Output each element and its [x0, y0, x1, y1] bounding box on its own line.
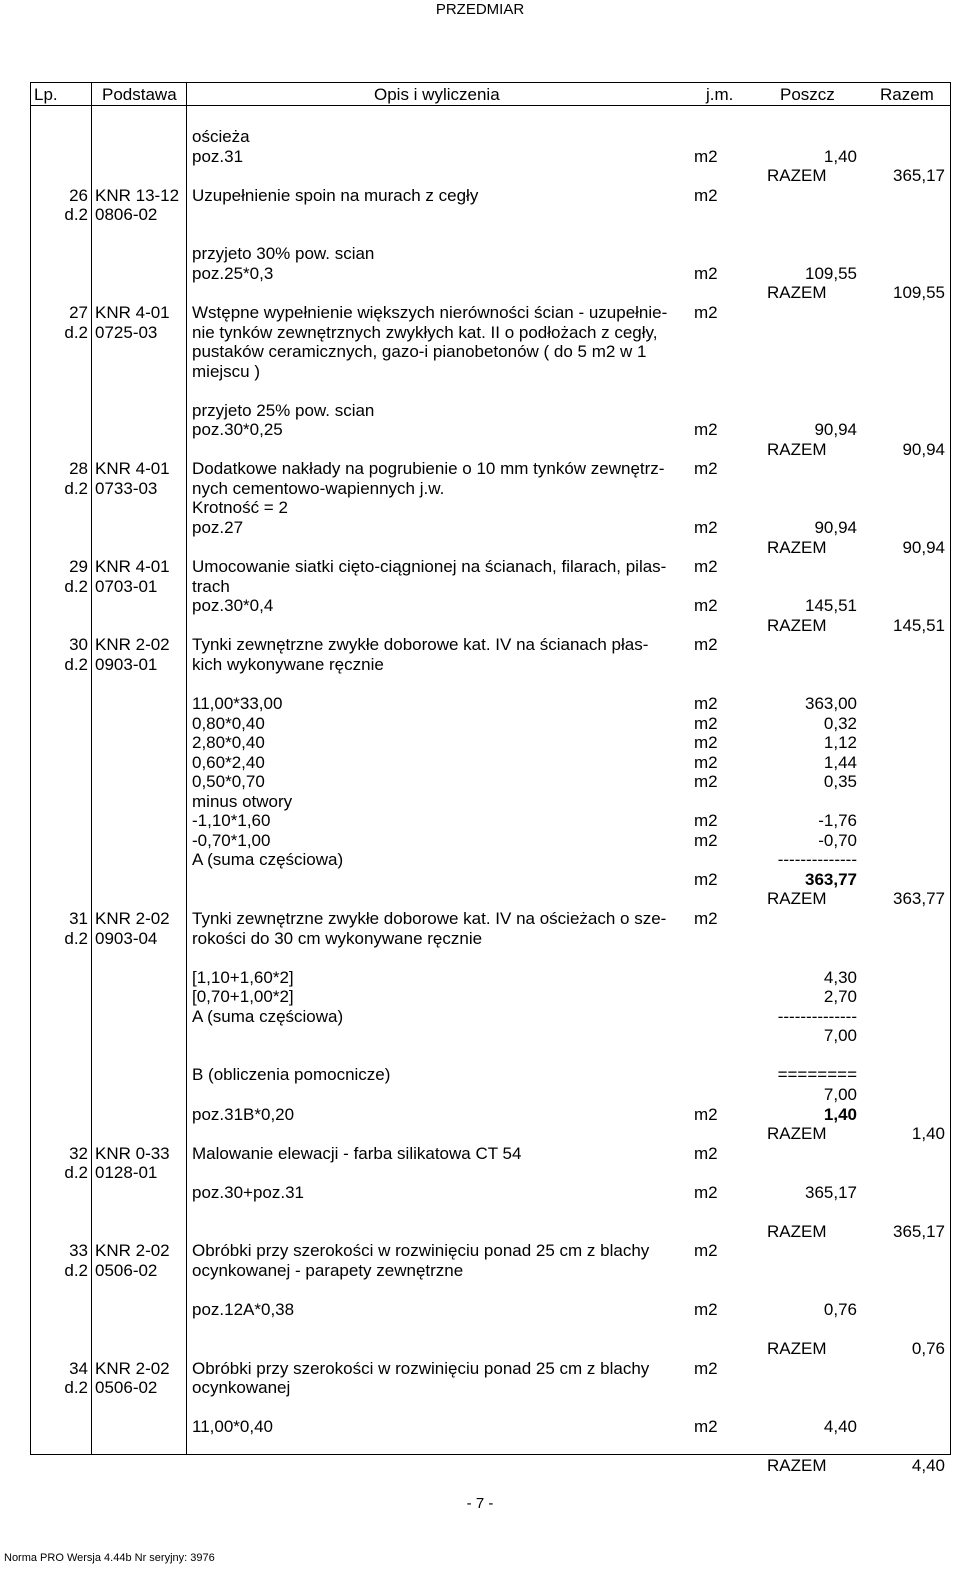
row-poszcz-value: 4,40 [823, 1417, 857, 1437]
row-unit: m2 [694, 302, 718, 322]
row-lp: d.2 [64, 576, 88, 596]
row-poszcz-value: 365,17 [805, 1182, 857, 1202]
row-podstawa: 0806-02 [95, 205, 158, 225]
row-lp: d.2 [64, 478, 88, 498]
row-description: -1,10*1,60 [192, 811, 271, 831]
razem-label: RAZEM [767, 166, 827, 186]
row-description: 11,00*0,40 [192, 1417, 273, 1437]
column-line-podstawa [186, 82, 187, 1455]
razem-label: RAZEM [767, 537, 827, 557]
row-description: Uzupełnienie spoin na murach z cegły [192, 185, 479, 205]
page-title: PRZEDMIAR [435, 1, 525, 18]
row-razem-value: 363,77 [893, 889, 945, 909]
row-poszcz-value: 109,55 [805, 263, 857, 283]
row-description: Wstępne wypełnienie większych nierówności ścian - uzupełnie- [192, 302, 668, 322]
column-line-lp [91, 82, 92, 1455]
row-description: poz.30+poz.31 [192, 1182, 305, 1202]
row-description: 0,80*0,40 [192, 713, 265, 733]
row-description: Obróbki przy szerokości w rozwinięciu ponad 25 cm z blachy [192, 1241, 650, 1261]
row-description: Tynki zewnętrzne zwykłe doborowe kat. IV na ościeżach o sze- [192, 909, 667, 928]
row-description: Dodatkowe nakłady na pogrubienie o 10 mm tynków zewnętrz- [192, 459, 665, 479]
row-unit: m2 [694, 830, 718, 850]
row-podstawa: 0725-03 [95, 322, 158, 342]
row-podstawa: KNR 0-33 [95, 1143, 170, 1163]
row-lp: 31 [69, 909, 88, 928]
row-podstawa: 0506-02 [95, 1260, 158, 1280]
row-description: poz.30*0,4 [192, 596, 274, 616]
row-lp: d.2 [64, 654, 88, 674]
row-description: -0,70*1,00 [192, 830, 271, 850]
row-unit: m2 [694, 1104, 718, 1124]
row-podstawa: 0903-04 [95, 928, 158, 948]
row-description: ościeża [192, 127, 250, 146]
header-poszcz: Poszcz [780, 85, 835, 104]
row-poszcz-value: 363,00 [805, 693, 857, 713]
row-description: Tynki zewnętrzne zwykłe doborowe kat. IV na ścianach płas- [192, 635, 649, 655]
row-podstawa: 0703-01 [95, 576, 158, 596]
row-razem-value: 1,40 [911, 1124, 945, 1144]
header-lp: Lp. [34, 85, 58, 104]
row-unit: m2 [694, 146, 718, 166]
row-poszcz-value: 4,30 [823, 967, 857, 987]
row-poszcz-value: 1,40 [823, 146, 857, 166]
row-poszcz-value: 1,12 [823, 733, 857, 753]
row-description: trach [192, 576, 230, 596]
row-description: Malowanie elewacji - farba silikatowa CT 54 [192, 1143, 522, 1163]
row-unit: m2 [694, 263, 718, 283]
row-unit: m2 [694, 1300, 718, 1319]
row-podstawa: KNR 2-02 [95, 909, 170, 928]
razem-label: RAZEM [767, 1221, 827, 1241]
row-podstawa: KNR 4-01 [95, 459, 170, 479]
row-razem-value: 4,40 [911, 1456, 945, 1476]
row-lp: 27 [69, 302, 88, 322]
row-podstawa: KNR 2-02 [95, 1358, 170, 1378]
row-description: B (obliczenia pomocnicze) [192, 1065, 391, 1085]
row-podstawa: KNR 4-01 [95, 557, 170, 577]
razem-label: RAZEM [767, 615, 827, 635]
row-lp: 30 [69, 635, 88, 655]
header-podstawa: Podstawa [102, 85, 177, 104]
row-lp: d.2 [64, 1260, 88, 1280]
razem-label: RAZEM [767, 1456, 827, 1476]
row-unit: m2 [694, 557, 718, 577]
row-description: pustaków ceramicznych, gazo-i pianobetonów ( do 5 m2 w 1 [192, 342, 647, 362]
row-poszcz-value: 0,76 [823, 1300, 857, 1319]
row-description: 11,00*33,00 [192, 693, 283, 713]
row-description: poz.25*0,3 [192, 263, 274, 283]
row-unit: m2 [694, 635, 718, 655]
row-lp: 26 [69, 185, 88, 205]
row-description: nych cementowo-wapiennych j.w. [192, 478, 445, 498]
row-poszcz-value: 1,40 [823, 1104, 857, 1124]
row-unit: m2 [694, 596, 718, 616]
row-description: miejscu ) [192, 361, 261, 381]
row-razem-value: 90,94 [902, 537, 945, 557]
table-bottom-border [30, 1454, 951, 1455]
row-poszcz-value: 363,77 [805, 869, 857, 889]
row-unit: m2 [694, 772, 718, 792]
row-podstawa: 0733-03 [95, 478, 158, 498]
row-poszcz-value: 2,70 [823, 987, 857, 1007]
row-unit: m2 [694, 1143, 718, 1163]
row-unit: m2 [694, 733, 718, 753]
page-number: - 7 - [466, 1495, 494, 1512]
row-lp: 33 [69, 1241, 88, 1261]
row-razem-value: 145,51 [893, 615, 945, 635]
row-description: Krotność = 2 [192, 498, 288, 518]
row-razem-value: 0,76 [911, 1339, 945, 1359]
row-description: poz.31B*0,20 [192, 1104, 295, 1124]
row-poszcz-value: -------------- [777, 850, 857, 870]
row-unit: m2 [694, 713, 718, 733]
row-lp: d.2 [64, 205, 88, 225]
razem-label: RAZEM [767, 1339, 827, 1359]
row-poszcz-value: -0,70 [818, 830, 857, 850]
row-poszcz-value: 90,94 [814, 518, 857, 537]
row-razem-value: 365,17 [893, 166, 945, 186]
row-description: [1,10+1,60*2] [192, 967, 294, 987]
table-top-border [30, 82, 951, 83]
row-poszcz-value: ======== [777, 1065, 857, 1085]
row-description: A (suma częściowa) [192, 1006, 344, 1026]
row-unit: m2 [694, 909, 718, 928]
razem-label: RAZEM [767, 889, 827, 909]
row-podstawa: KNR 4-01 [95, 302, 170, 322]
row-lp: d.2 [64, 1163, 88, 1183]
row-description: poz.31 [192, 146, 244, 166]
row-description: ocynkowanej [192, 1378, 291, 1398]
razem-label: RAZEM [767, 1124, 827, 1144]
header-razem: Razem [880, 85, 934, 104]
row-razem-value: 109,55 [893, 283, 945, 303]
row-podstawa: 0903-01 [95, 654, 158, 674]
row-description: 0,50*0,70 [192, 772, 265, 792]
row-lp: 34 [69, 1358, 88, 1378]
row-podstawa: KNR 2-02 [95, 1241, 170, 1261]
footer-software-info: Norma PRO Wersja 4.44b Nr seryjny: 3976 [4, 1552, 215, 1564]
row-lp: 32 [69, 1143, 88, 1163]
row-unit: m2 [694, 869, 718, 889]
row-poszcz-value: 145,51 [805, 596, 857, 616]
row-description: nie tynków zewnętrznych zwykłych kat. II o podłożach z cegły, [192, 322, 658, 342]
row-poszcz-value: 7,00 [823, 1084, 857, 1104]
row-unit: m2 [694, 1241, 718, 1261]
row-razem-value: 90,94 [902, 439, 945, 459]
row-unit: m2 [694, 1358, 718, 1378]
row-podstawa: 0506-02 [95, 1378, 158, 1398]
row-description: poz.12A*0,38 [192, 1300, 295, 1319]
row-unit: m2 [694, 185, 718, 205]
row-description: ocynkowanej - parapety zewnętrzne [192, 1260, 464, 1280]
row-poszcz-value: 0,35 [823, 772, 857, 792]
row-unit: m2 [694, 1417, 718, 1437]
row-description: 2,80*0,40 [192, 733, 265, 753]
header-jm: j.m. [706, 85, 734, 104]
razem-label: RAZEM [767, 283, 827, 303]
header-bottom-border [30, 105, 951, 106]
row-description: 0,60*2,40 [192, 752, 265, 772]
row-unit: m2 [694, 752, 718, 772]
header-opis: Opis i wyliczenia [374, 85, 500, 104]
row-unit: m2 [694, 459, 718, 479]
row-unit: m2 [694, 1182, 718, 1202]
row-description: poz.27 [192, 518, 244, 537]
row-podstawa: 0128-01 [95, 1163, 158, 1183]
row-description: Umocowanie siatki cięto-ciągnionej na ścianach, filarach, pilas- [192, 557, 667, 577]
row-podstawa: KNR 2-02 [95, 635, 170, 655]
row-poszcz-value: -------------- [777, 1006, 857, 1026]
row-lp: d.2 [64, 1378, 88, 1398]
row-razem-value: 365,17 [893, 1221, 945, 1241]
row-podstawa: KNR 13-12 [95, 185, 180, 205]
row-poszcz-value: 1,44 [823, 752, 857, 772]
razem-label: RAZEM [767, 439, 827, 459]
row-description: A (suma częściowa) [192, 850, 344, 870]
row-poszcz-value: 90,94 [814, 420, 857, 440]
row-description: poz.30*0,25 [192, 420, 283, 440]
row-unit: m2 [694, 420, 718, 440]
row-description: przyjeto 25% pow. scian [192, 400, 375, 420]
row-lp: 28 [69, 459, 88, 479]
row-unit: m2 [694, 811, 718, 831]
row-lp: d.2 [64, 322, 88, 342]
row-description: przyjeto 30% pow. scian [192, 244, 375, 264]
row-description: [0,70+1,00*2] [192, 987, 294, 1007]
row-description: Obróbki przy szerokości w rozwinięciu ponad 25 cm z blachy [192, 1358, 650, 1378]
row-lp: 29 [69, 557, 88, 577]
row-unit: m2 [694, 693, 718, 713]
row-description: kich wykonywane ręcznie [192, 654, 384, 674]
row-poszcz-value: 0,32 [823, 713, 857, 733]
row-lp: d.2 [64, 928, 88, 948]
row-description: minus otwory [192, 791, 293, 811]
column-line-right [950, 82, 951, 1455]
row-description: rokości do 30 cm wykonywane ręcznie [192, 928, 483, 948]
row-unit: m2 [694, 518, 718, 537]
row-poszcz-value: -1,76 [818, 811, 857, 831]
row-poszcz-value: 7,00 [823, 1026, 857, 1046]
